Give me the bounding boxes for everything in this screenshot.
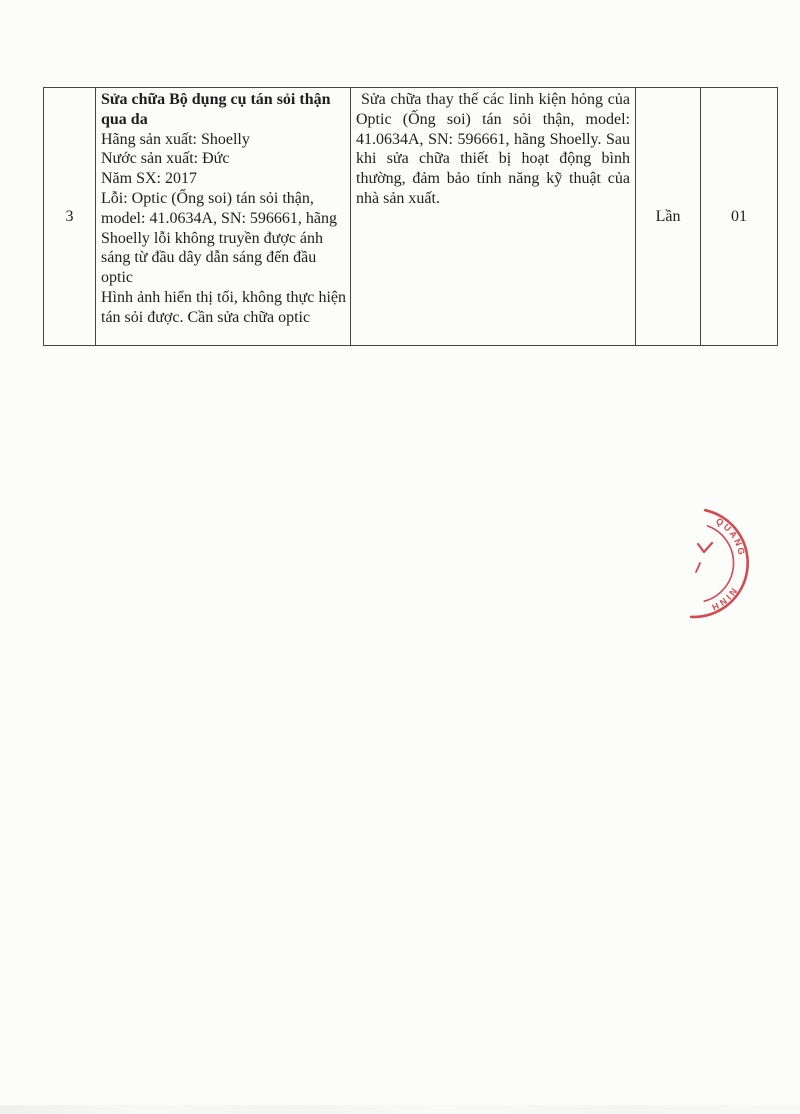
device-manufacturer: Hãng sản xuất: Shoelly	[101, 130, 250, 148]
stamp-emblem-mark-icon	[698, 543, 712, 552]
repair-description-cell	[351, 88, 636, 346]
stamp-text-bottom: NINH	[708, 586, 739, 614]
row-number: 3	[65, 207, 74, 225]
unit-label: Lần	[655, 207, 681, 225]
repair-description: Sửa chữa thay thế các linh kiện hỏng của Optic (Ống soi) tán sỏi thận, model: 41.0634A, SN: 596661, hãng Shoelly. Sau khi sửa chữa thiết bị hoạt động bình thường, đảm bảo tính năng kỹ thuật của nhà sản xuất.	[356, 91, 630, 207]
quantity-cell	[701, 88, 778, 346]
scanner-noise-strip	[0, 1105, 800, 1114]
device-symptom: Hình ảnh hiển thị tối, không thực hiện tán sỏi được. Cần sửa chữa optic	[101, 288, 346, 326]
device-country: Nước sản xuất: Đức	[101, 150, 230, 168]
device-description-cell	[96, 88, 351, 346]
red-circular-stamp	[634, 503, 754, 623]
table-row	[44, 88, 778, 346]
device-fault: Lỗi: Optic (Ống soi) tán sỏi thận, model: 41.0634A, SN: 596661, hãng Shoelly lỗi không truyền được ánh sáng từ đầu dây dẫn sáng đến đầu optic	[101, 189, 337, 287]
stamp-text-top: QUẢNG	[714, 515, 748, 558]
unit-cell	[636, 88, 701, 346]
repair-items-table	[43, 87, 778, 346]
row-number-cell	[44, 88, 96, 346]
quantity-value: 01	[731, 207, 747, 225]
stamp-emblem-dash-icon	[696, 563, 700, 572]
device-title: Sửa chữa Bộ dụng cụ tán sỏi thận qua da	[101, 91, 331, 128]
device-year: Năm SX: 2017	[101, 170, 197, 188]
